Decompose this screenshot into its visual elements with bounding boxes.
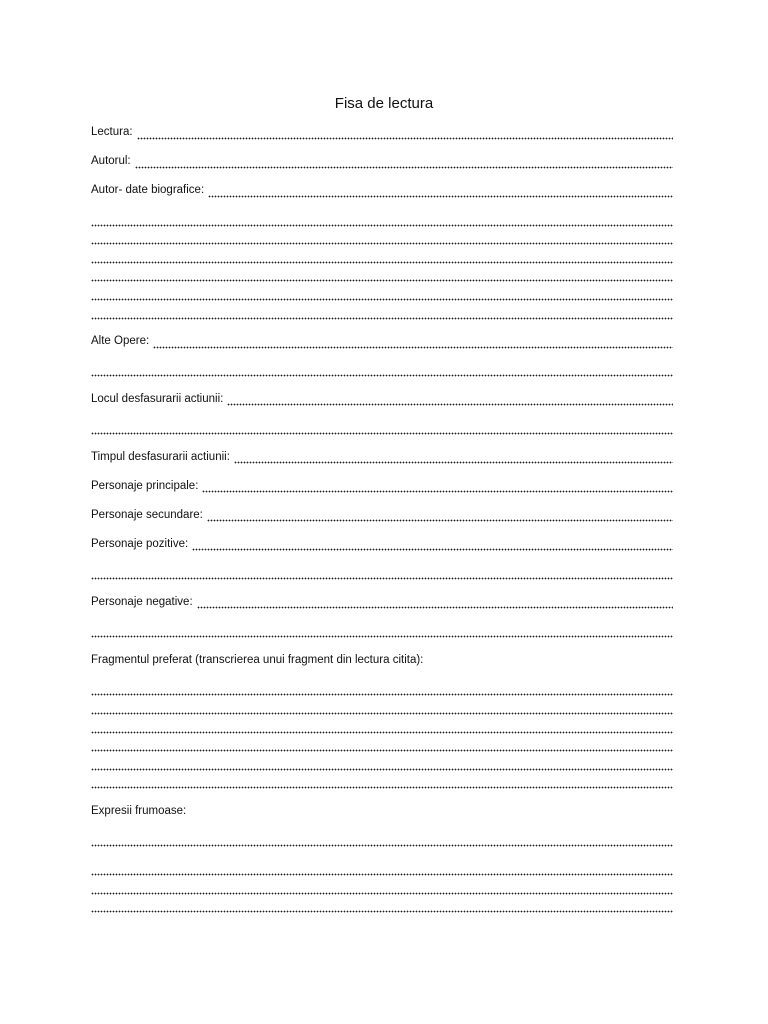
fill-in-line[interactable] [91,279,673,282]
page-title: Fisa de lectura [334,95,434,112]
field-label: Fragmentul preferat (transcrierea unui fragment din lectura citita): [91,653,424,666]
fill-in-line[interactable] [202,490,673,493]
field-label: Personaje secundare: [91,508,203,521]
blank-line [91,625,673,644]
field-label: Timpul desfasurarii actiunii: [91,450,230,463]
fill-in-line[interactable] [91,693,673,696]
blank-line [91,739,673,758]
fill-in-line[interactable] [91,261,673,264]
blank-line [91,881,673,900]
fill-in-line[interactable] [227,403,673,406]
field-label: Autor- date biografice: [91,183,205,196]
fill-in-line[interactable] [91,749,673,752]
field-autor-date-biografice [91,184,673,203]
fill-in-line[interactable] [91,224,673,227]
fill-in-line[interactable] [234,461,673,464]
field-alte-opere [91,335,673,354]
field-personaje-negative [91,596,673,615]
fill-in-line[interactable] [197,606,673,609]
blank-line [91,720,673,739]
blank-line [91,757,673,776]
blank-line [91,232,673,251]
field-autorul [91,155,673,174]
fill-in-line[interactable] [91,374,673,377]
blank-line [91,306,673,325]
blank-line [91,269,673,288]
blank-line [91,701,673,720]
blank-line [91,364,673,383]
blank-line [91,250,673,269]
fill-in-line[interactable] [91,873,673,876]
fill-in-line[interactable] [91,731,673,734]
fill-in-line[interactable] [91,242,673,245]
field-label: Locul desfasurarii actiunii: [91,392,224,405]
field-fragment-preferat [91,654,673,673]
blank-line [91,776,673,795]
blank-line [91,834,673,853]
fill-in-line[interactable] [135,166,673,169]
fill-in-line[interactable] [91,892,673,895]
fill-in-line[interactable] [91,298,673,301]
fill-in-line[interactable] [91,786,673,789]
field-locul-desfasurarii [91,393,673,412]
field-label: Personaje negative: [91,595,193,608]
field-label: Lectura: [91,126,133,138]
reading-sheet-form [91,126,673,918]
fill-in-line[interactable] [208,195,673,198]
fill-in-line[interactable] [91,635,673,638]
blank-line [91,683,673,702]
blank-line [91,287,673,306]
fill-in-line[interactable] [192,548,673,551]
fill-in-line[interactable] [91,317,673,320]
blank-line [91,213,673,232]
fill-in-line[interactable] [207,519,673,522]
blank-line [91,863,673,882]
blank-line [91,422,673,441]
field-label: Personaje pozitive: [91,537,189,550]
fill-in-line[interactable] [91,910,673,913]
fill-in-line[interactable] [91,768,673,771]
fill-in-line[interactable] [153,346,673,349]
field-lectura [91,126,673,145]
field-label: Alte Opere: [91,334,150,347]
field-timpul-desfasurarii [91,451,673,470]
field-personaje-secundare [91,509,673,528]
fill-in-line[interactable] [91,577,673,580]
fill-in-line[interactable] [91,712,673,715]
fill-in-line[interactable] [91,432,673,435]
field-label: Expresii frumoase: [91,804,187,817]
blank-line [91,567,673,586]
fill-in-line[interactable] [91,844,673,847]
blank-line [91,900,673,919]
field-expresii-frumoase [91,805,673,824]
fill-in-line[interactable] [137,137,673,140]
field-label: Autorul: [91,154,131,167]
field-label: Personaje principale: [91,479,199,492]
field-personaje-pozitive [91,538,673,557]
field-personaje-principale [91,480,673,499]
